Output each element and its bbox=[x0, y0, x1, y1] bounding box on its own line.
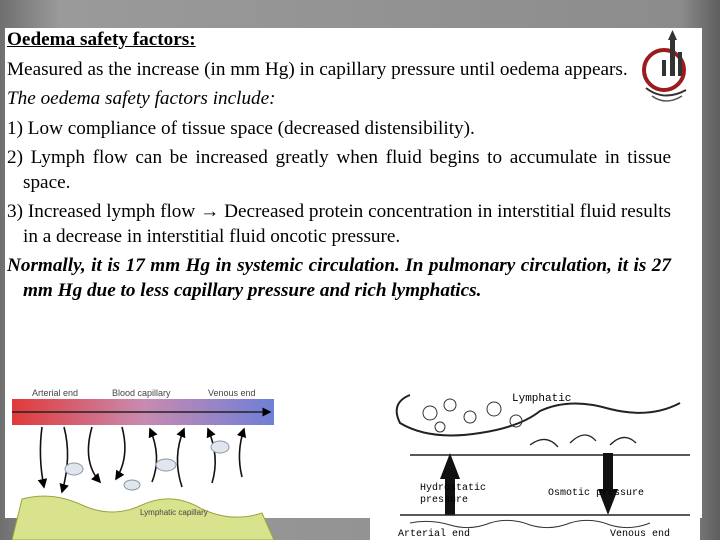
label-venous-end-right: Venous end bbox=[610, 529, 671, 540]
normal-note: Normally, it is 17 mm Hg in systemic circulation. In pulmonary circulation, it is 27 mm Hg due to less capillary pressure and rich lymphatics. bbox=[7, 255, 671, 301]
label-venous-end: Venous end bbox=[208, 388, 256, 398]
factor-1: 1) Low compliance of tissue space (decreased distensibility). bbox=[7, 117, 475, 139]
factor-3: 3) Increased lymph flow → Decreased protein concentration in interstitial fluid results in a decrease in interstitial fluid oncotic pressure. bbox=[7, 201, 671, 247]
label-lymphatic: Lymphatic bbox=[512, 393, 572, 405]
slide-title: Oedema safety factors: bbox=[7, 29, 196, 50]
pressure-balance-figure bbox=[370, 383, 700, 540]
label-blood-capillary: Blood capillary bbox=[112, 388, 171, 398]
lymphatic-capillary-shape bbox=[12, 496, 274, 540]
label-pressure: pressure bbox=[420, 495, 469, 506]
include-heading: The oedema safety factors include: bbox=[7, 88, 276, 109]
capillary-filtration-figure bbox=[12, 387, 274, 540]
factor-2: 2) Lymph flow can be increased greatly when fluid begins to accumulate in tissue space. bbox=[7, 147, 671, 193]
definition-text: Measured as the increase (in mm Hg) in capillary pressure until oedema appears. bbox=[7, 58, 628, 80]
label-osmotic-pressure: Osmotic pressure bbox=[548, 488, 645, 499]
label-lymphatic-capillary: Lymphatic capillary bbox=[140, 508, 208, 517]
label-arterial-end: Arterial end bbox=[32, 388, 79, 398]
label-hydrostatic: Hydrostatic bbox=[420, 483, 487, 494]
slide-text bbox=[7, 28, 671, 303]
label-arterial-end-right: Arterial end bbox=[398, 529, 471, 540]
